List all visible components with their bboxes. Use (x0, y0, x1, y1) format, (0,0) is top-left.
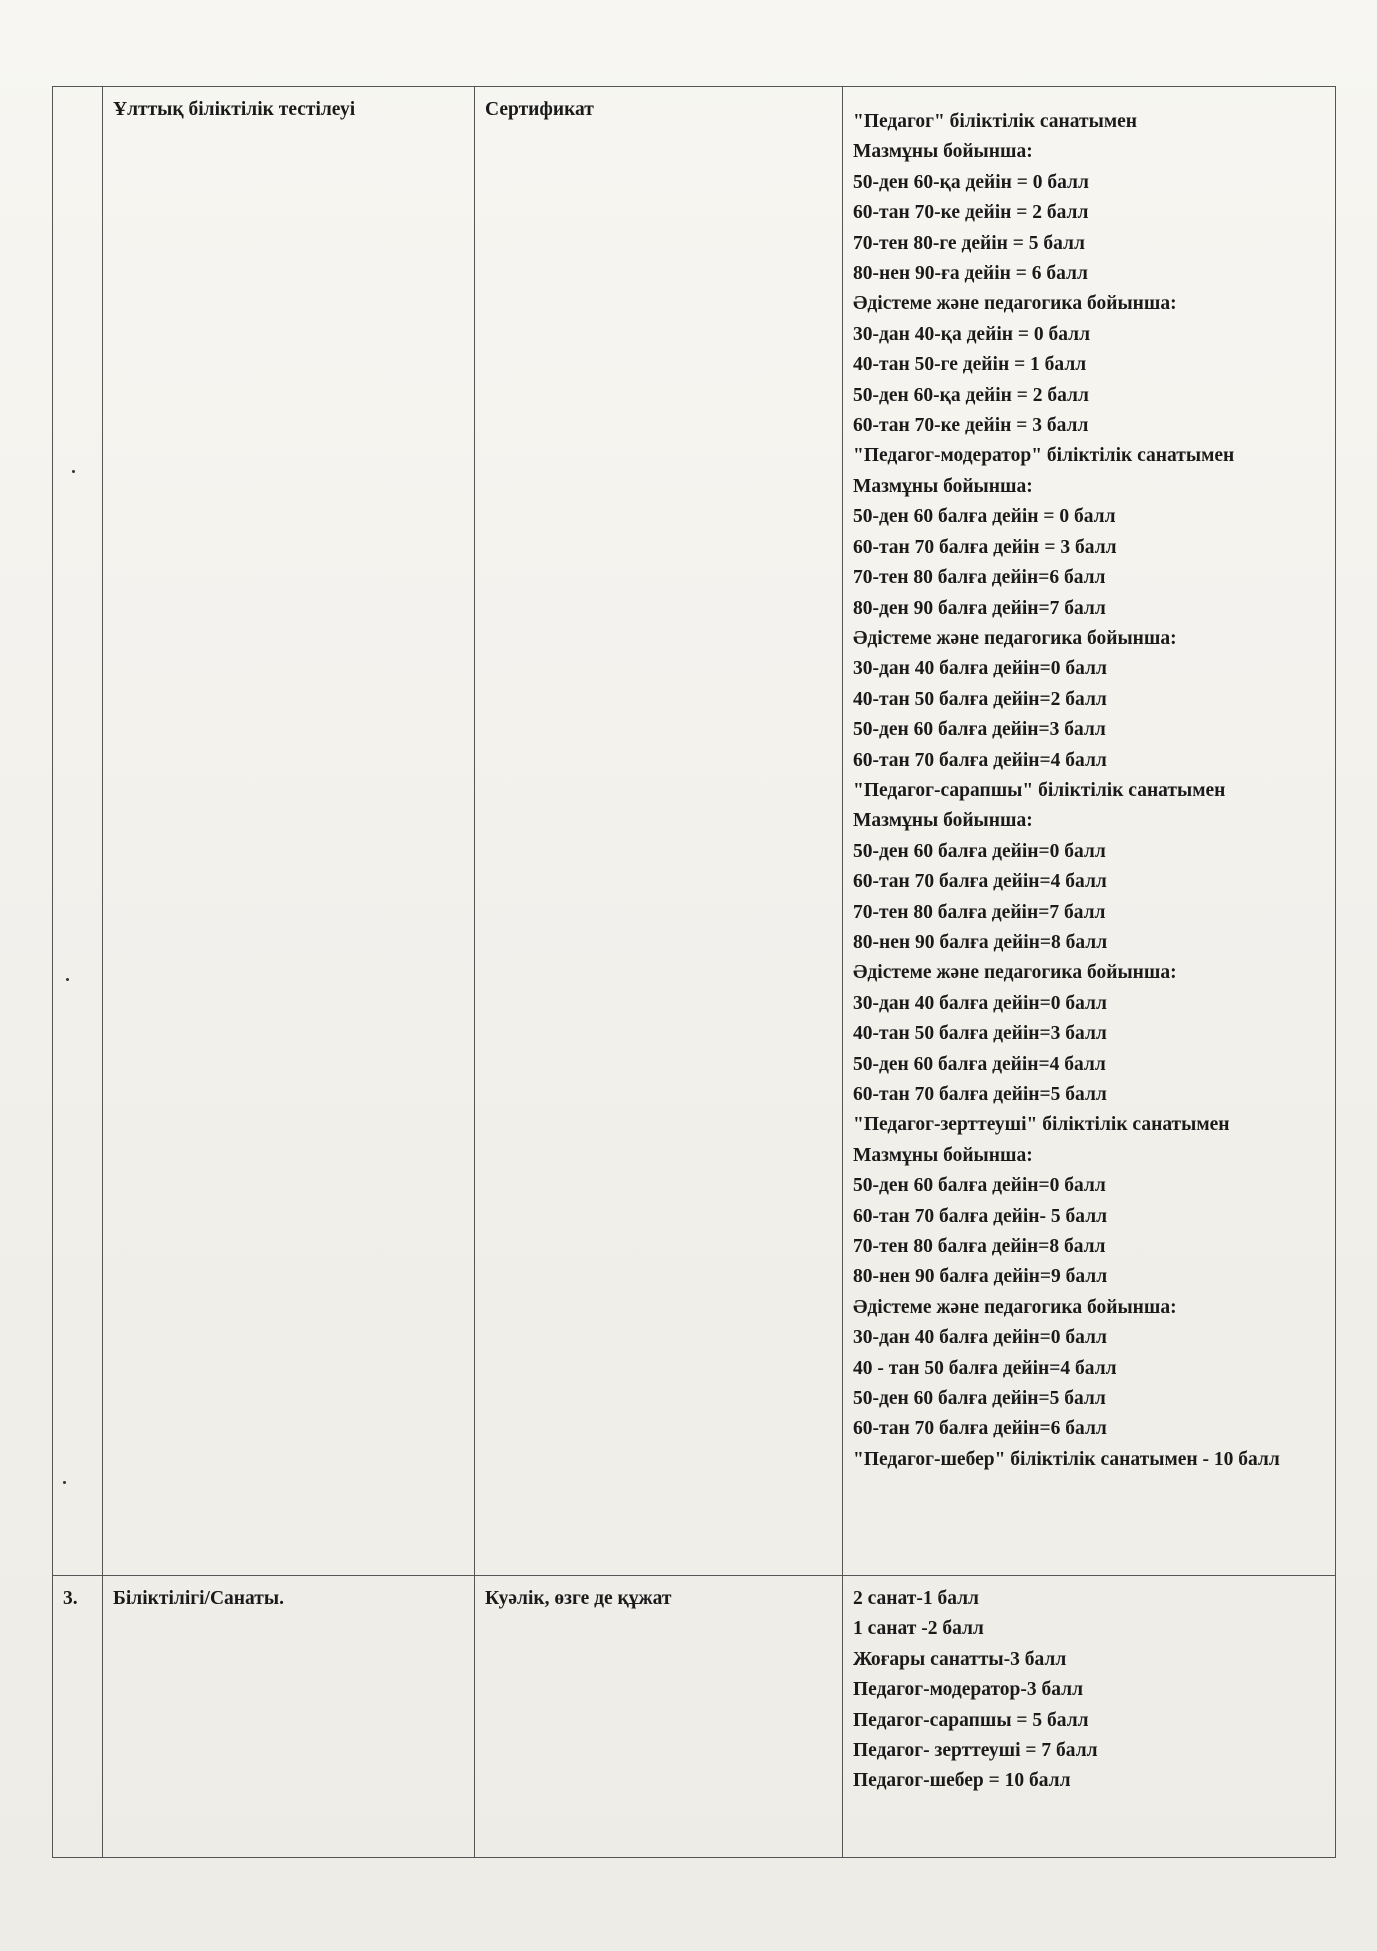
score-line: 30-дан 40 балға дейін=0 балл (853, 1327, 1107, 1349)
scores-cell (843, 87, 1336, 1576)
score-line: 50-ден 60 балға дейін=0 балл (853, 1175, 1106, 1197)
score-line: 60-тан 70-ке дейін = 2 балл (853, 202, 1089, 224)
score-line: 40 - тан 50 балға дейін=4 балл (853, 1357, 1117, 1379)
score-line: 50-ден 60 балға дейін=5 балл (853, 1388, 1106, 1410)
score-line: 50-ден 60-қа дейін = 0 балл (853, 171, 1089, 193)
table-row (53, 1576, 1336, 1858)
score-line: 1 санат -2 балл (853, 1618, 984, 1640)
score-line: 50-ден 60-қа дейін = 2 балл (853, 384, 1089, 406)
row-number: 3. (53, 1576, 103, 1858)
score-line: 80-нен 90 балға дейін=9 балл (853, 1266, 1108, 1288)
score-line: Мазмұны бойынша: (853, 1144, 1033, 1166)
score-line: 40-тан 50 балға дейін=3 балл (853, 1023, 1107, 1045)
score-line: Мазмұны бойынша: (853, 141, 1033, 163)
score-line: "Педагог-сарапшы" біліктілік санатымен (853, 779, 1226, 801)
score-line: 30-дан 40-қа дейін = 0 балл (853, 323, 1091, 345)
table-row (53, 87, 1336, 1576)
score-line: Жоғары санатты-3 балл (853, 1648, 1067, 1670)
score-line: Әдістеме және педагогика бойынша: (853, 1296, 1177, 1318)
score-line: 60-тан 70 балға дейін- 5 балл (853, 1205, 1108, 1227)
score-line: 2 санат-1 балл (853, 1588, 979, 1609)
indicator-cell: Ұлттық біліктілік тестілеуі (103, 87, 475, 1576)
score-line: 60-тан 70 балға дейін=6 балл (853, 1418, 1107, 1440)
score-line: Педагог-модератор-3 балл (853, 1679, 1084, 1701)
indicator-cell: Біліктілігі/Санаты. (103, 1576, 475, 1858)
score-line: Педагог- зерттеуші = 7 балл (853, 1740, 1098, 1762)
score-line: 50-ден 60 балға дейін=4 балл (853, 1053, 1106, 1075)
score-line: "Педагог-шебер" біліктілік санатымен - 10 балл (853, 1448, 1280, 1470)
score-line: 40-тан 50-ге дейін = 1 балл (853, 354, 1087, 376)
score-line: "Педагог" біліктілік санатымен (853, 111, 1138, 132)
score-line: 50-ден 60 балға дейін = 0 балл (853, 506, 1116, 528)
document-cell: Сертификат (475, 87, 843, 1576)
score-line: Әдістеме және педагогика бойынша: (853, 962, 1177, 984)
score-line: 60-тан 70 балға дейін=4 балл (853, 871, 1107, 893)
score-line: 80-ден 90 балға дейін=7 балл (853, 597, 1106, 619)
score-line: Әдістеме және педагогика бойынша: (853, 293, 1177, 315)
score-line: 80-нен 90-ға дейін = 6 балл (853, 263, 1088, 285)
score-line: 30-дан 40 балға дейін=0 балл (853, 658, 1107, 680)
score-line: "Педагог-модератор" біліктілік санатымен (853, 445, 1235, 467)
score-line: 80-нен 90 балға дейін=8 балл (853, 931, 1108, 953)
score-line: 50-ден 60 балға дейін=0 балл (853, 840, 1106, 862)
scores-cell (843, 1576, 1336, 1858)
score-line: 60-тан 70 балға дейін=5 балл (853, 1084, 1107, 1105)
score-line: 60-тан 70 балға дейін = 3 балл (853, 536, 1117, 558)
score-line: 70-тен 80-ге дейін = 5 балл (853, 232, 1085, 254)
score-line: 60-тан 70 балға дейін=4 балл (853, 749, 1107, 771)
score-line: Мазмұны бойынша: (853, 810, 1033, 832)
score-line: 70-тен 80 балға дейін=8 балл (853, 1236, 1106, 1258)
score-line: "Педагог-зерттеуші" біліктілік санатымен (853, 1114, 1230, 1136)
criteria-table (52, 86, 1336, 1858)
score-line: Педагог-шебер = 10 балл (853, 1770, 1071, 1792)
row-number (53, 87, 103, 1576)
score-line: 60-тан 70-ке дейін = 3 балл (853, 415, 1089, 437)
score-line: Педагог-сарапшы = 5 балл (853, 1709, 1089, 1731)
score-line: 30-дан 40 балға дейін=0 балл (853, 992, 1107, 1014)
score-line: 70-тен 80 балға дейін=7 балл (853, 901, 1106, 923)
score-line: 50-ден 60 балға дейін=3 балл (853, 719, 1106, 741)
document-cell: Куәлік, өзге де құжат (475, 1576, 843, 1858)
score-line: Әдістеме және педагогика бойынша: (853, 627, 1177, 649)
score-line: 70-тен 80 балға дейін=6 балл (853, 567, 1106, 589)
score-line: Мазмұны бойынша: (853, 475, 1033, 497)
score-line: 40-тан 50 балға дейін=2 балл (853, 688, 1107, 710)
